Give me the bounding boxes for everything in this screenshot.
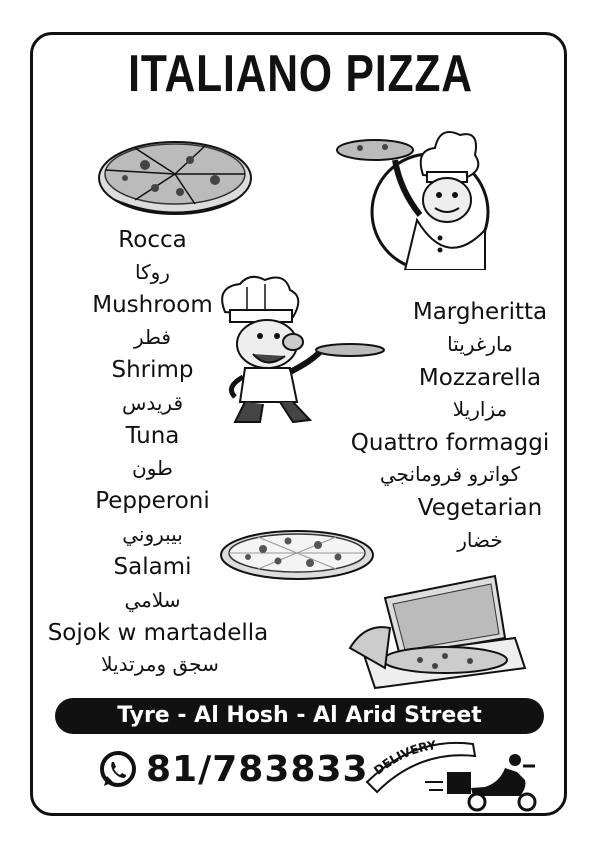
menu-item-arabic: فطر: [133, 325, 171, 349]
menu-item-arabic: مزاريلا: [452, 397, 508, 421]
menu-item-arabic: كواترو فرومانجي: [379, 462, 521, 486]
menu-item-name: Salami: [113, 554, 192, 580]
page-title: ITALIANO PIZZA: [128, 45, 473, 103]
menu-item-arabic: سجق ومرتديلا: [101, 652, 219, 676]
phone-number: 81/783833: [146, 749, 369, 790]
delivery-scooter-icon: [425, 754, 535, 810]
address-banner: Tyre - Al Hosh - Al Arid Street: [55, 698, 544, 734]
menu-item-name: Pepperoni: [95, 488, 210, 514]
delivery-badge: [355, 732, 550, 817]
menu-item-arabic: مارغريتا: [447, 332, 513, 356]
menu-item-name: Shrimp: [111, 357, 194, 383]
delivery-label: DELIVERY: [371, 738, 437, 778]
menu-item-name: Margheritta: [412, 299, 548, 325]
menu-item-arabic: سلامي: [124, 588, 181, 612]
menu-item-arabic: خضار: [457, 528, 503, 552]
menu-item-name: Mozzarella: [418, 365, 542, 391]
pizza-box-illustration: [345, 568, 535, 693]
menu-item-arabic: روكا: [135, 260, 170, 284]
menu-item-name: Vegetarian: [417, 495, 543, 521]
whatsapp-icon: [98, 750, 138, 790]
menu-item-arabic: بيبروني: [122, 522, 183, 546]
pizza-slice-illustration: [95, 130, 255, 225]
menu-item-name: Quattro formaggi: [350, 430, 550, 456]
menu-item-name: Rocca: [118, 227, 187, 253]
menu-item-name: Mushroom: [92, 292, 213, 318]
menu-item-name: Sojok w martadella: [47, 620, 269, 646]
menu-item-arabic: قريدس: [121, 391, 184, 415]
menu-item-name: Tuna: [125, 423, 180, 449]
menu-item-arabic: طون: [132, 456, 173, 480]
chef-with-pizza-illustration: [335, 120, 495, 270]
